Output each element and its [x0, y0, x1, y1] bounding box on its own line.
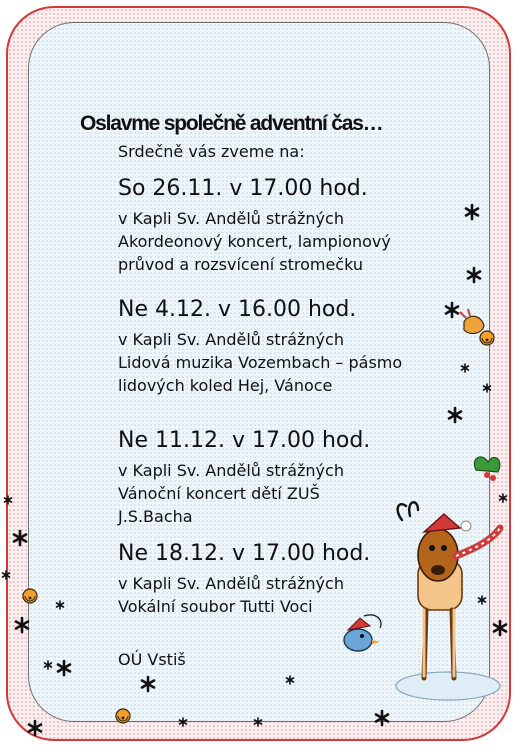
invitation-heading: Oslavme společně adventní čas…	[80, 112, 383, 135]
event-2-line-1: v Kapli Sv. Andělů strážných	[118, 330, 344, 349]
event-3-line-3: J.S.Bacha	[118, 507, 193, 526]
event-3-line-2: Vánoční koncert dětí ZUŠ	[118, 484, 320, 503]
event-2-line-3: lidových koled Hej, Vánoce	[118, 376, 333, 395]
event-1-line-3: průvod a rozsvícení stromečku	[118, 255, 364, 274]
event-2-line-2: Lidová muzika Vozembach – pásmo	[118, 353, 403, 372]
event-1-line-2: Akordeonový koncert, lampionový	[118, 232, 391, 251]
event-3-date: Ne 11.12. v 17.00 hod.	[118, 428, 371, 453]
invitation-intro: Srdečně vás zveme na:	[118, 142, 305, 161]
event-4-date: Ne 18.12. v 17.00 hod.	[118, 541, 371, 566]
event-3-line-1: v Kapli Sv. Andělů strážných	[118, 461, 344, 480]
event-1-line-1: v Kapli Sv. Andělů strážných	[118, 209, 344, 228]
organizer-signature: OÚ Vstiš	[118, 650, 186, 669]
event-4-line-2: Vokální soubor Tutti Voci	[118, 597, 313, 616]
event-2-date: Ne 4.12. v 16.00 hod.	[118, 297, 357, 322]
event-4-line-1: v Kapli Sv. Andělů strážných	[118, 574, 344, 593]
event-1-date: So 26.11. v 17.00 hod.	[118, 176, 368, 201]
